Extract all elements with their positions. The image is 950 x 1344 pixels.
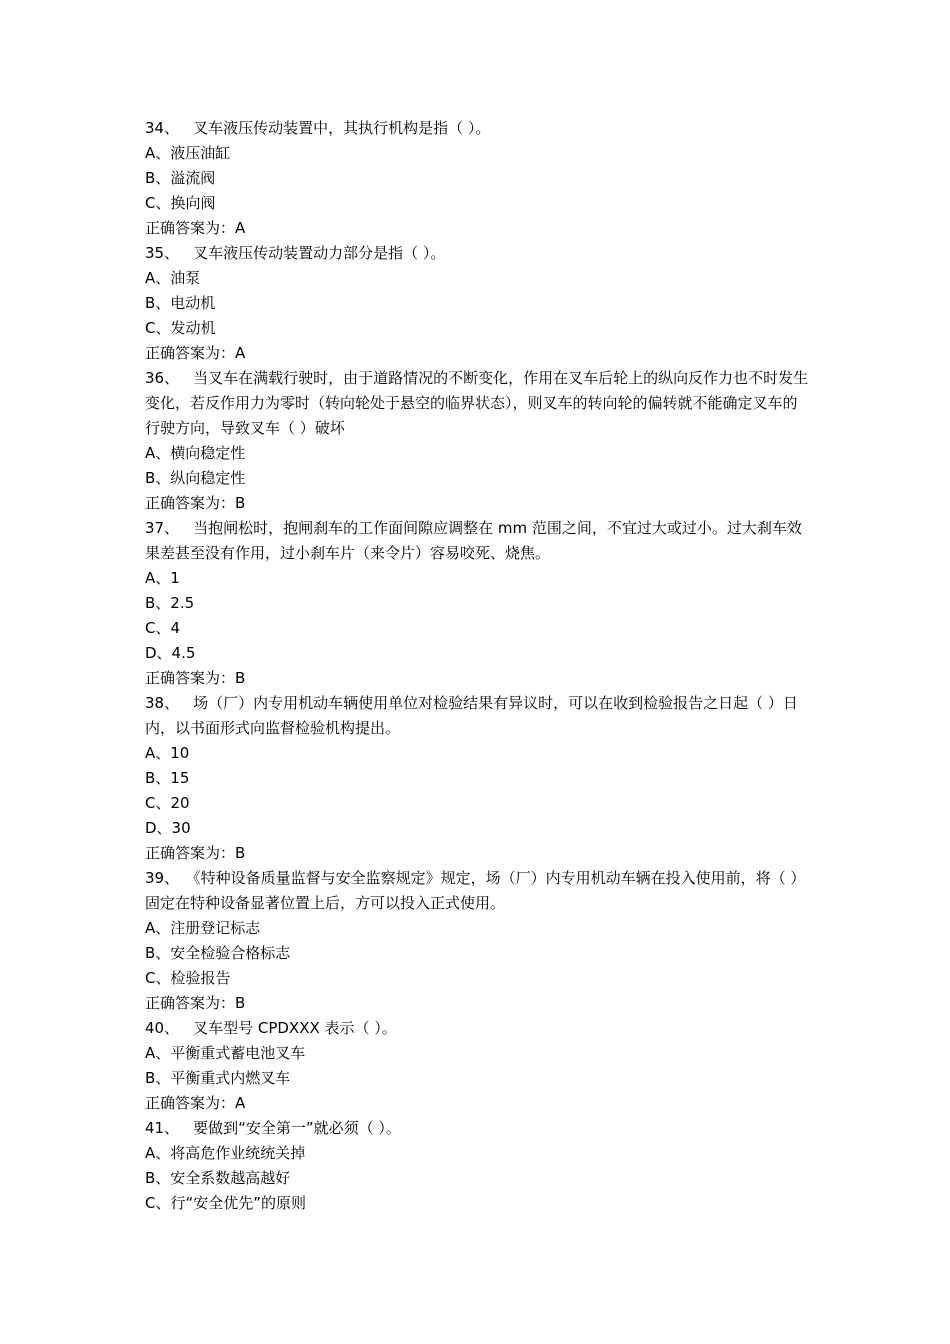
question-number: 41、 — [145, 1119, 180, 1137]
option-a: A、油泵 — [145, 269, 201, 287]
question-number: 40、 — [145, 1019, 180, 1037]
question-number: 37、 — [145, 519, 180, 537]
question-text: 当叉车在满载行驶时，由于道路情况的不断变化，作用在叉车后轮上的纵向反作力也不时发生变化，若反作用力为零时（转向轮处于悬空的临界状态），则叉车的转向轮的偏转就不能确定叉车的行驶方向，导致叉车（ ）破坏 — [145, 369, 809, 437]
option-a: A、10 — [145, 744, 190, 762]
option-c: C、4 — [145, 619, 181, 637]
option-a: A、平衡重式蓄电池叉车 — [145, 1044, 306, 1062]
question-35 — [145, 241, 810, 266]
answer-line: 正确答案为：A — [145, 344, 246, 362]
option-b: B、2.5 — [145, 594, 195, 612]
question-38 — [145, 691, 810, 741]
option-b: B、电动机 — [145, 294, 216, 312]
question-36 — [145, 366, 810, 441]
question-text: 当抱闸松时，抱闸刹车的工作面间隙应调整在 mm 范围之间，不宜过大或过小。过大刹车效果差甚至没有作用，过小刹车片（来令片）容易咬死、烧焦。 — [145, 519, 802, 562]
question-number: 34、 — [145, 119, 180, 137]
option-c: C、换向阀 — [145, 194, 216, 212]
answer-line: 正确答案为：A — [145, 1094, 246, 1112]
answer-line: 正确答案为：B — [145, 994, 246, 1012]
question-number: 39、 — [145, 869, 180, 887]
option-a: A、将高危作业统统关掉 — [145, 1144, 306, 1162]
question-number: 36、 — [145, 369, 180, 387]
option-b: B、安全检验合格标志 — [145, 944, 291, 962]
option-b: B、平衡重式内燃叉车 — [145, 1069, 291, 1087]
option-c: C、发动机 — [145, 319, 216, 337]
answer-line: 正确答案为：B — [145, 844, 246, 862]
question-text: 叉车液压传动装置动力部分是指（ ）。 — [193, 244, 446, 262]
question-41 — [145, 1116, 810, 1141]
option-c: C、20 — [145, 794, 190, 812]
question-text: 要做到“安全第一”就必须（ ）。 — [193, 1119, 401, 1137]
question-39 — [145, 866, 810, 916]
option-d: D、30 — [145, 819, 191, 837]
question-text: 叉车液压传动装置中，其执行机构是指（ ）。 — [193, 119, 491, 137]
option-b: B、安全系数越高越好 — [145, 1169, 291, 1187]
option-a: A、横向稳定性 — [145, 444, 246, 462]
question-34 — [145, 116, 810, 141]
answer-line: 正确答案为：A — [145, 219, 246, 237]
option-c: C、行“安全优先”的原则 — [145, 1194, 307, 1212]
question-text: 叉车型号 CPDXXX 表示（ ）。 — [193, 1019, 397, 1037]
question-list — [145, 116, 810, 1216]
question-37 — [145, 516, 810, 566]
question-text: 场（厂）内专用机动车辆使用单位对检验结果有异议时，可以在收到检验报告之日起（ ）日内，以书面形式向监督检验机构提出。 — [145, 694, 798, 737]
option-a: A、注册登记标志 — [145, 919, 261, 937]
option-a: A、1 — [145, 569, 180, 587]
question-number: 38、 — [145, 694, 180, 712]
option-b: B、15 — [145, 769, 190, 787]
option-a: A、液压油缸 — [145, 144, 231, 162]
option-b: B、溢流阀 — [145, 169, 216, 187]
answer-line: 正确答案为：B — [145, 494, 246, 512]
question-number: 35、 — [145, 244, 180, 262]
question-40 — [145, 1016, 810, 1041]
question-text: 《特种设备质量监督与安全监察规定》规定，场（厂）内专用机动车辆在投入使用前，将（ ）固定在特种设备显著位置上后，方可以投入正式使用。 — [145, 869, 806, 912]
answer-line: 正确答案为：B — [145, 669, 246, 687]
option-b: B、纵向稳定性 — [145, 469, 246, 487]
option-c: C、检验报告 — [145, 969, 231, 987]
option-d: D、4.5 — [145, 644, 196, 662]
